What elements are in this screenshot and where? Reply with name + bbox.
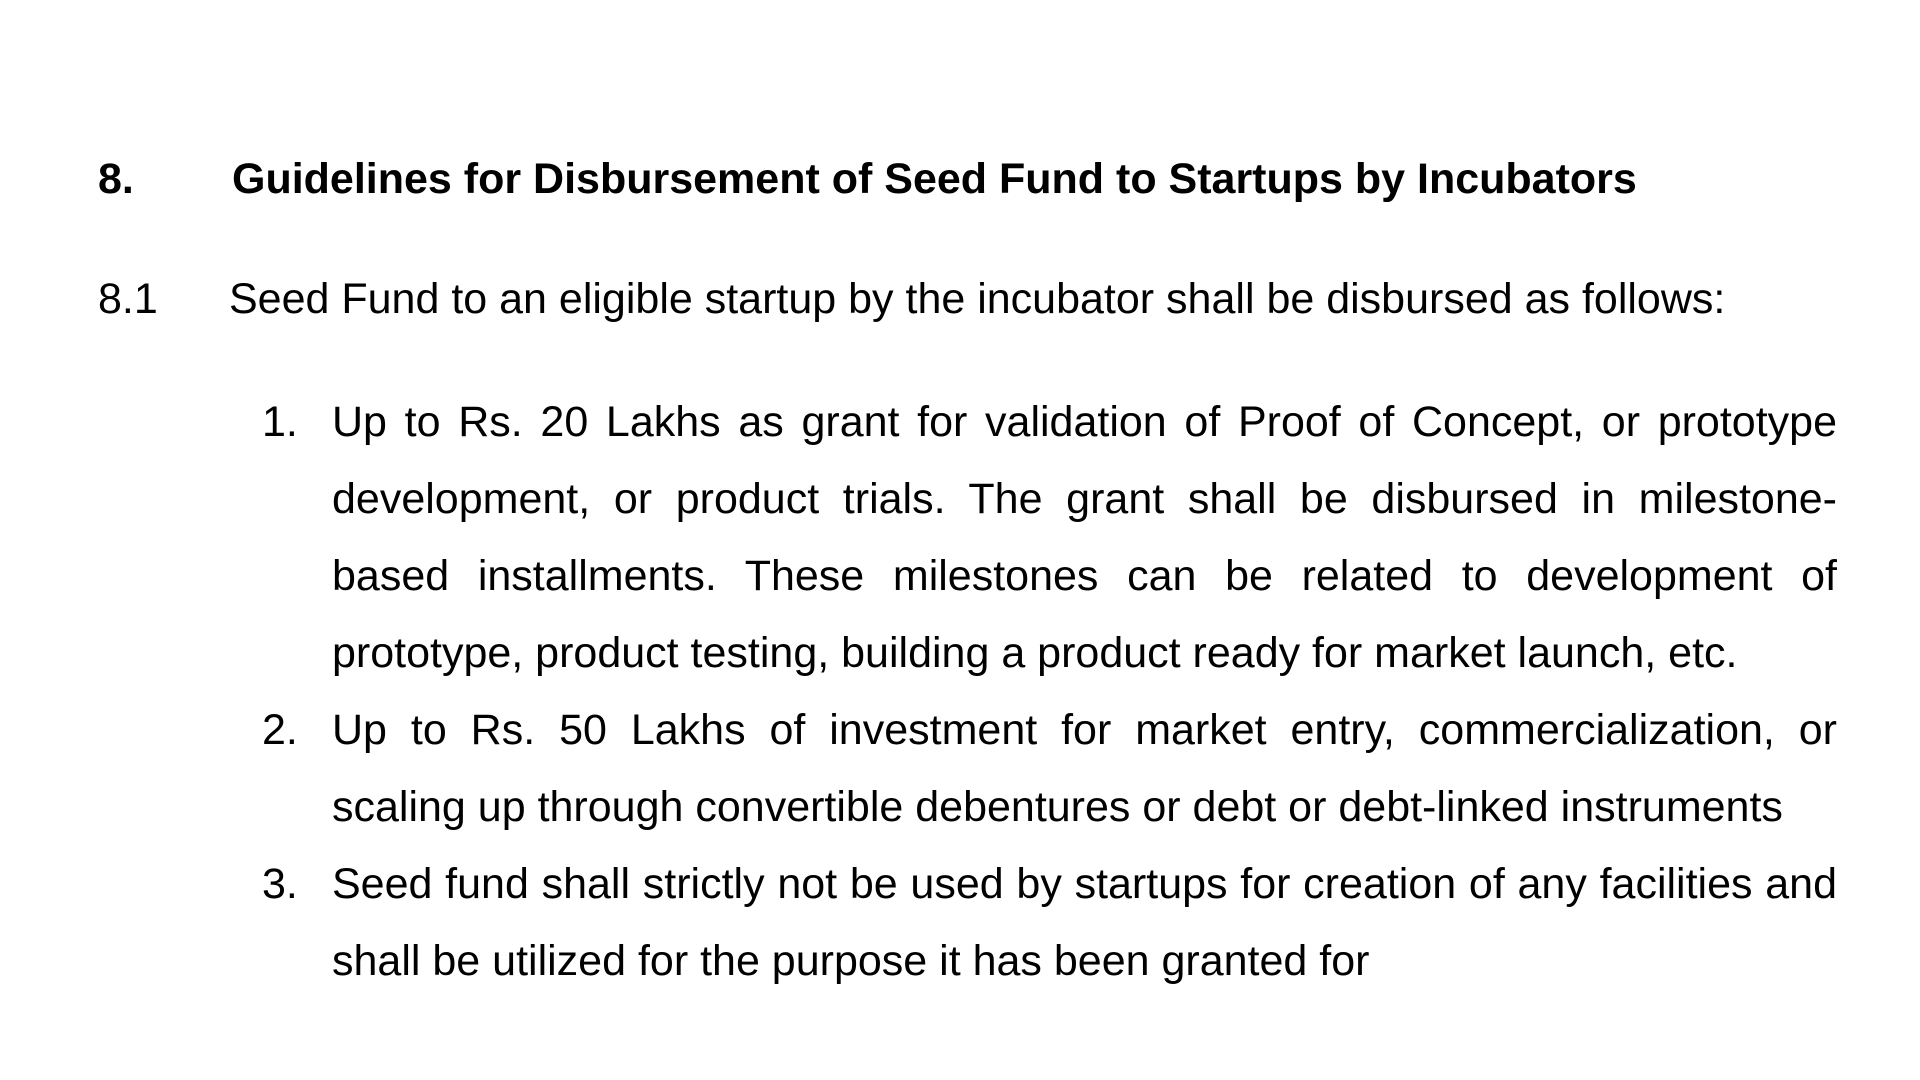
list-marker: 2. [262,706,298,754]
list-marker: 3. [262,860,298,908]
list-marker: 1. [262,398,298,446]
list-item [262,692,1837,846]
list-item-text: Up to Rs. 20 Lakhs as grant for validation of Proof of Concept, or prototype development, or product trials. The grant shall be disbursed in milestone-based installments. These milestones can be related to development of prototype, product testing, building a product ready for market launch, etc. [332,398,1837,677]
section-title: Guidelines for Disbursement of Seed Fund to Startups by Incubators [232,155,1637,203]
list-item-text: Up to Rs. 50 Lakhs of investment for market entry, commercialization, or scaling up through convertible debentures or debt or debt-linked instruments [332,706,1837,831]
list-item [262,846,1837,1000]
subsection-text: Seed Fund to an eligible startup by the incubator shall be disbursed as follows: [229,275,1726,323]
section-heading [98,155,1637,204]
subsection-paragraph [98,275,1725,324]
section-number: 8. [98,155,134,203]
disbursement-list [262,384,1837,1000]
list-item [262,384,1837,692]
subsection-number: 8.1 [98,275,158,323]
list-item-text: Seed fund shall strictly not be used by startups for creation of any facilities and shall be utilized for the purpose it has been granted for [332,860,1837,985]
